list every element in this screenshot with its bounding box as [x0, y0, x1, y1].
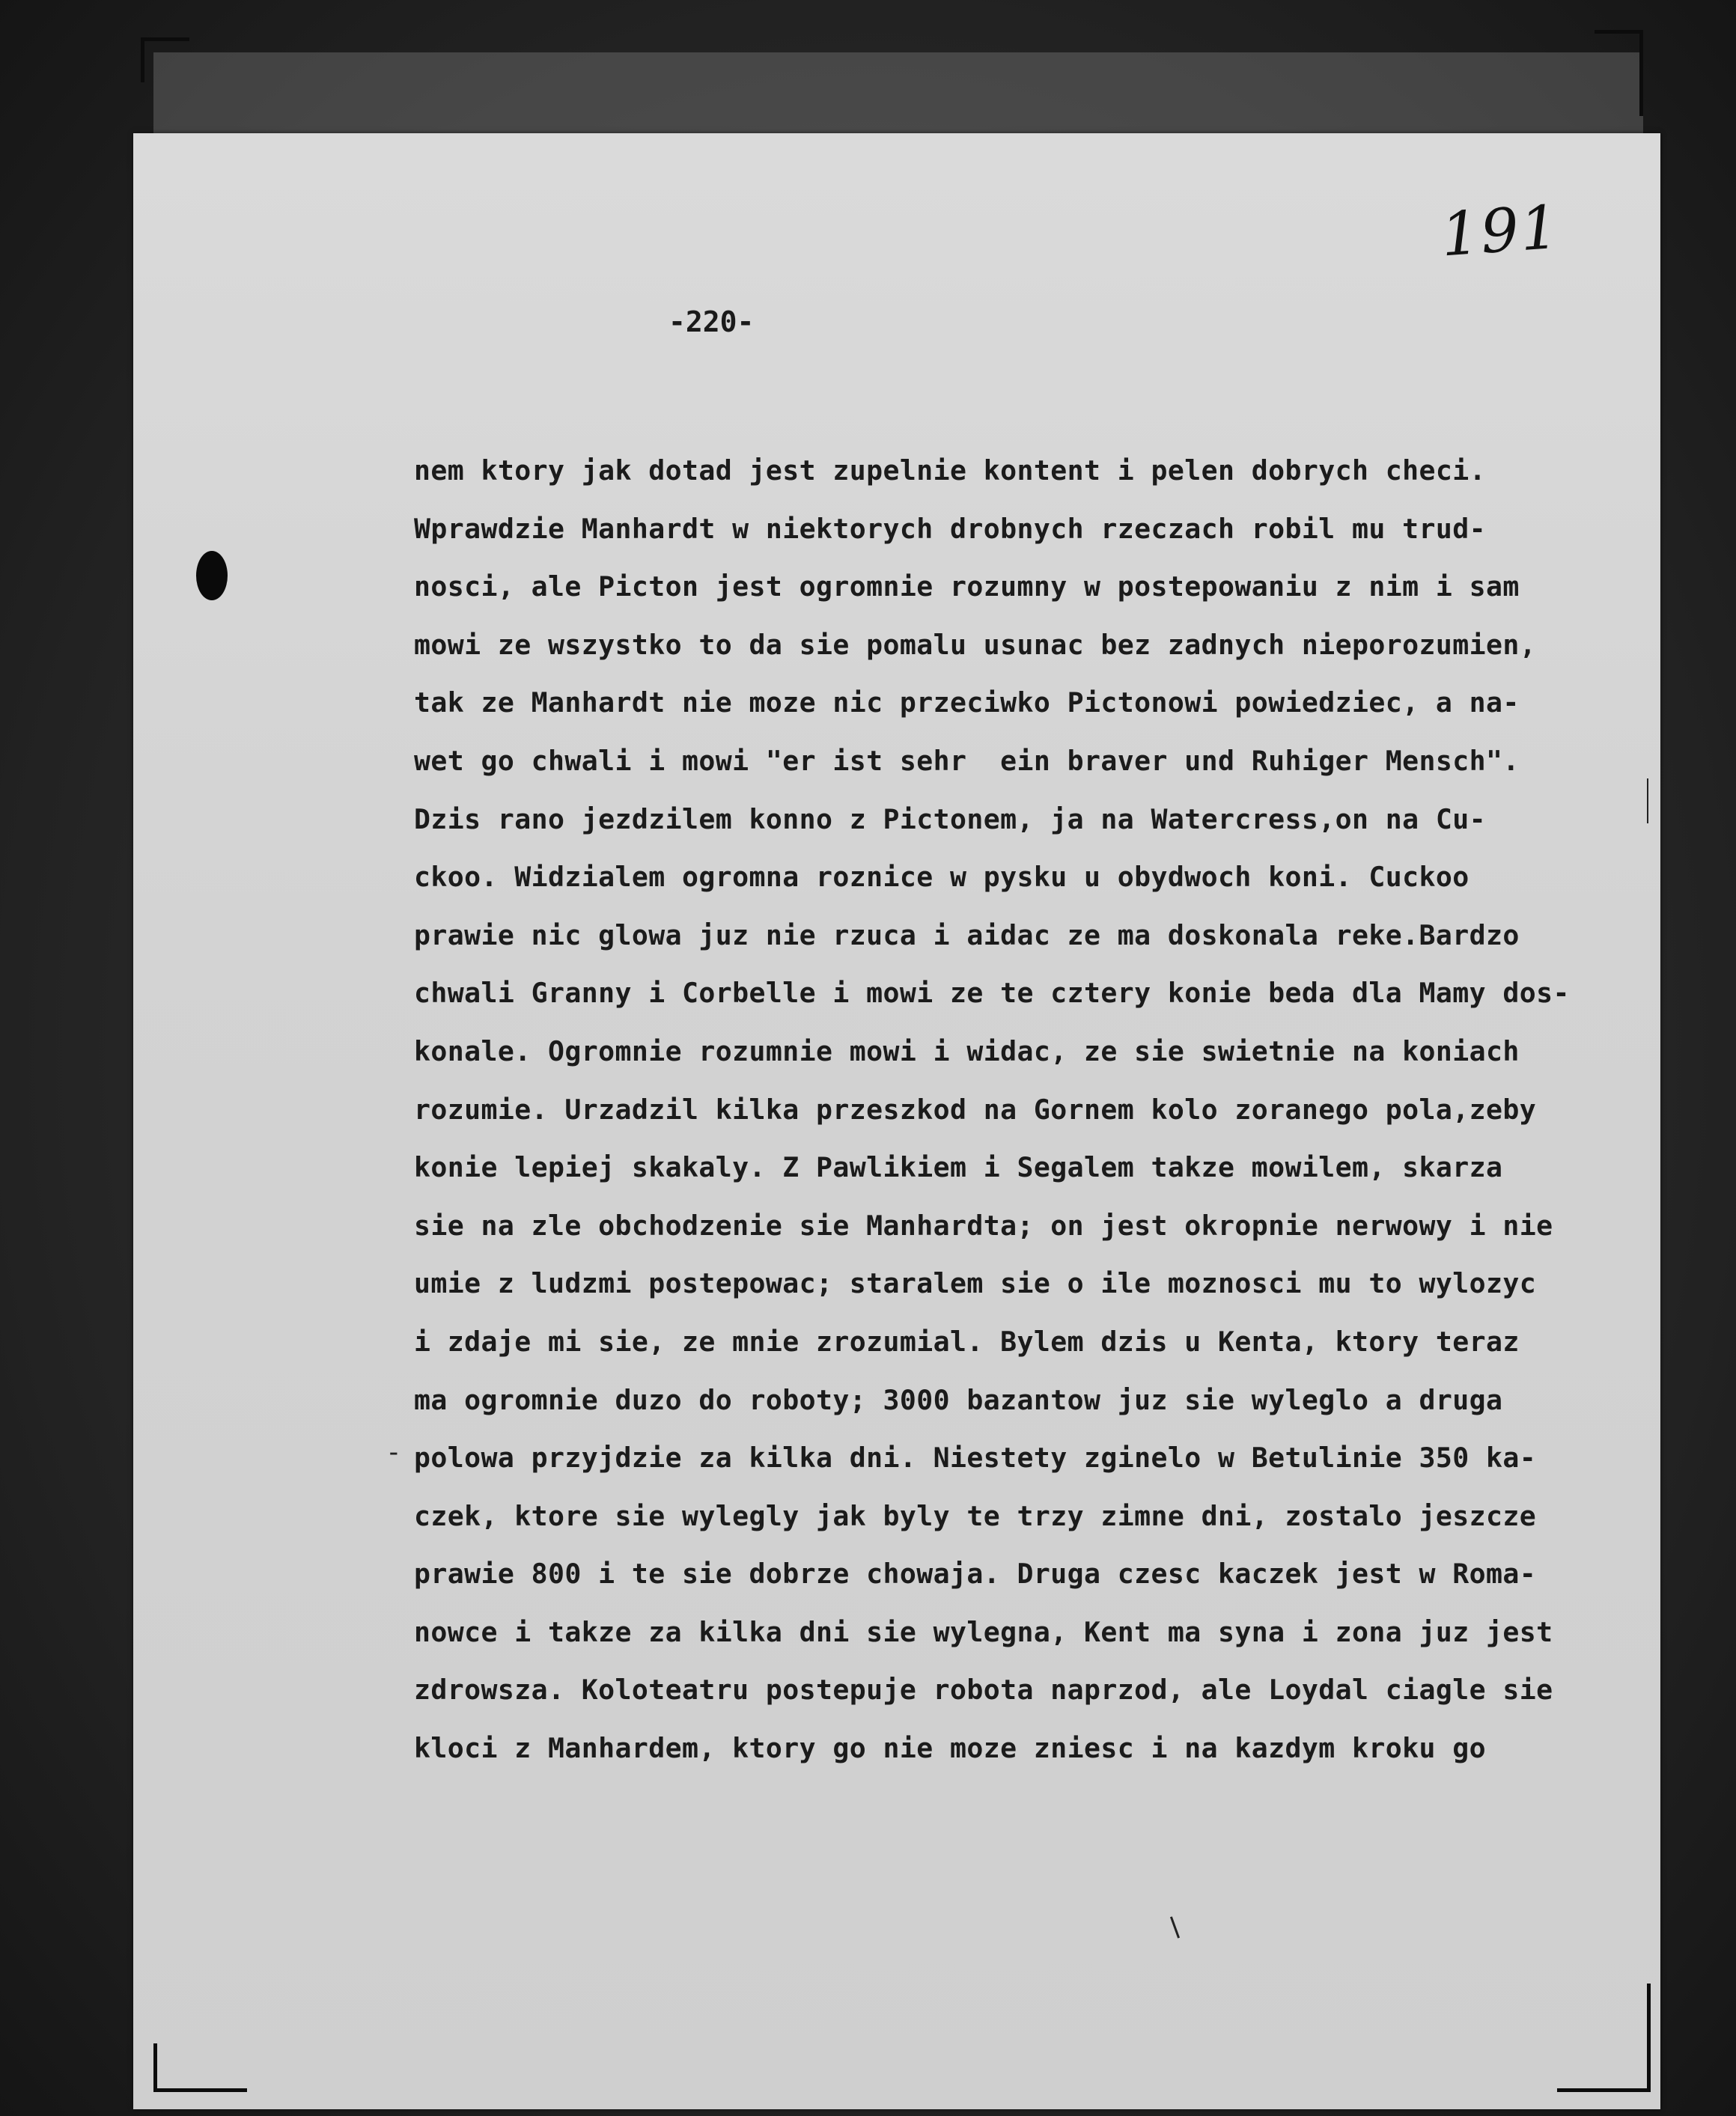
text-line: nosci, ale Picton jest ogromnie rozumny w postepowaniu z nim i sam [414, 570, 1520, 603]
text-line: mowi ze wszystko to da sie pomalu usunac bez zadnych nieporozumien, [414, 628, 1537, 661]
text-line: czek, ktore sie wylegly jak byly te trzy zimne dni, zostalo jeszcze [414, 1499, 1537, 1532]
text-line: wet go chwali i mowi "er ist sehr ein braver und Ruhiger Mensch". [414, 744, 1520, 777]
text-line: tak ze Manhardt nie moze nic przeciwko Pictonowi powiedziec, a na- [414, 686, 1520, 719]
handwritten-folio-number: 191 [1438, 192, 1562, 270]
crop-mark-top-right [1595, 30, 1643, 116]
text-line: konie lepiej skakaly. Z Pawlikiem i Segalem takze mowilem, skarza [414, 1151, 1503, 1184]
text-line: nowce i takze za kilka dni sie wylegna, Kent ma syna i zona juz jest [414, 1615, 1553, 1648]
text-line: konale. Ogromnie rozumnie mowi i widac, ze sie swietnie na koniach [414, 1034, 1520, 1067]
text-line: ckoo. Widzialem ogromna roznice w pysku u obydwoch koni. Cuckoo [414, 861, 1469, 894]
text-line: kloci z Manhardem, ktory go nie moze zniesc i na kazdym kroku go [414, 1732, 1486, 1765]
text-line: prawie 800 i te sie dobrze chowaja. Druga czesc kaczek jest w Roma- [414, 1558, 1537, 1591]
crop-mark-bottom-left [153, 2043, 247, 2092]
text-line: zdrowsza. Koloteatru postepuje robota naprzod, ale Loydal ciagle sie [414, 1674, 1553, 1707]
text-line: polowa przyjdzie za kilka dni. Niestety zginelo w Betulinie 350 ka- [414, 1442, 1537, 1475]
crop-mark-bottom-right [1557, 1984, 1651, 2092]
text-line: sie na zle obchodzenie sie Manhardta; on jest okropnie nerwowy i nie [414, 1209, 1553, 1242]
text-line: prawie nic glowa juz nie rzuca i aidac ze ma doskonala reke.Bardzo [414, 918, 1520, 951]
punch-hole [196, 551, 228, 600]
text-line: nem ktory jak dotad jest zupelnie kontent i pelen dobrych checi. [414, 454, 1486, 487]
text-line: umie z ludzmi postepowac; staralem sie o ile moznosci mu to wylozyc [414, 1267, 1537, 1300]
text-line: i zdaje mi sie, ze mnie zrozumial. Bylem dzis u Kenta, ktory teraz [414, 1325, 1520, 1358]
text-line: ma ogromnie duzo do roboty; 3000 bazantow juz sie wyleglo a druga [414, 1383, 1503, 1416]
text-line: Dzis rano jezdzilem konno z Pictonem, ja na Watercress,on na Cu- [414, 802, 1486, 835]
text-line: rozumie. Urzadzil kilka przeszkod na Gornem kolo zoranego pola,zeby [414, 1093, 1537, 1126]
text-line: Wprawdzie Manhardt w niektorych drobnych rzeczach robil mu trud- [414, 512, 1486, 545]
page-number: -220- [668, 305, 755, 338]
text-line: chwali Granny i Corbelle i mowi ze te cztery konie beda dla Mamy dos- [414, 977, 1570, 1010]
crop-mark-top-left [141, 37, 189, 82]
margin-mark: - [386, 1437, 402, 1468]
stray-mark [1647, 778, 1648, 823]
typed-body-text [414, 442, 1627, 1778]
